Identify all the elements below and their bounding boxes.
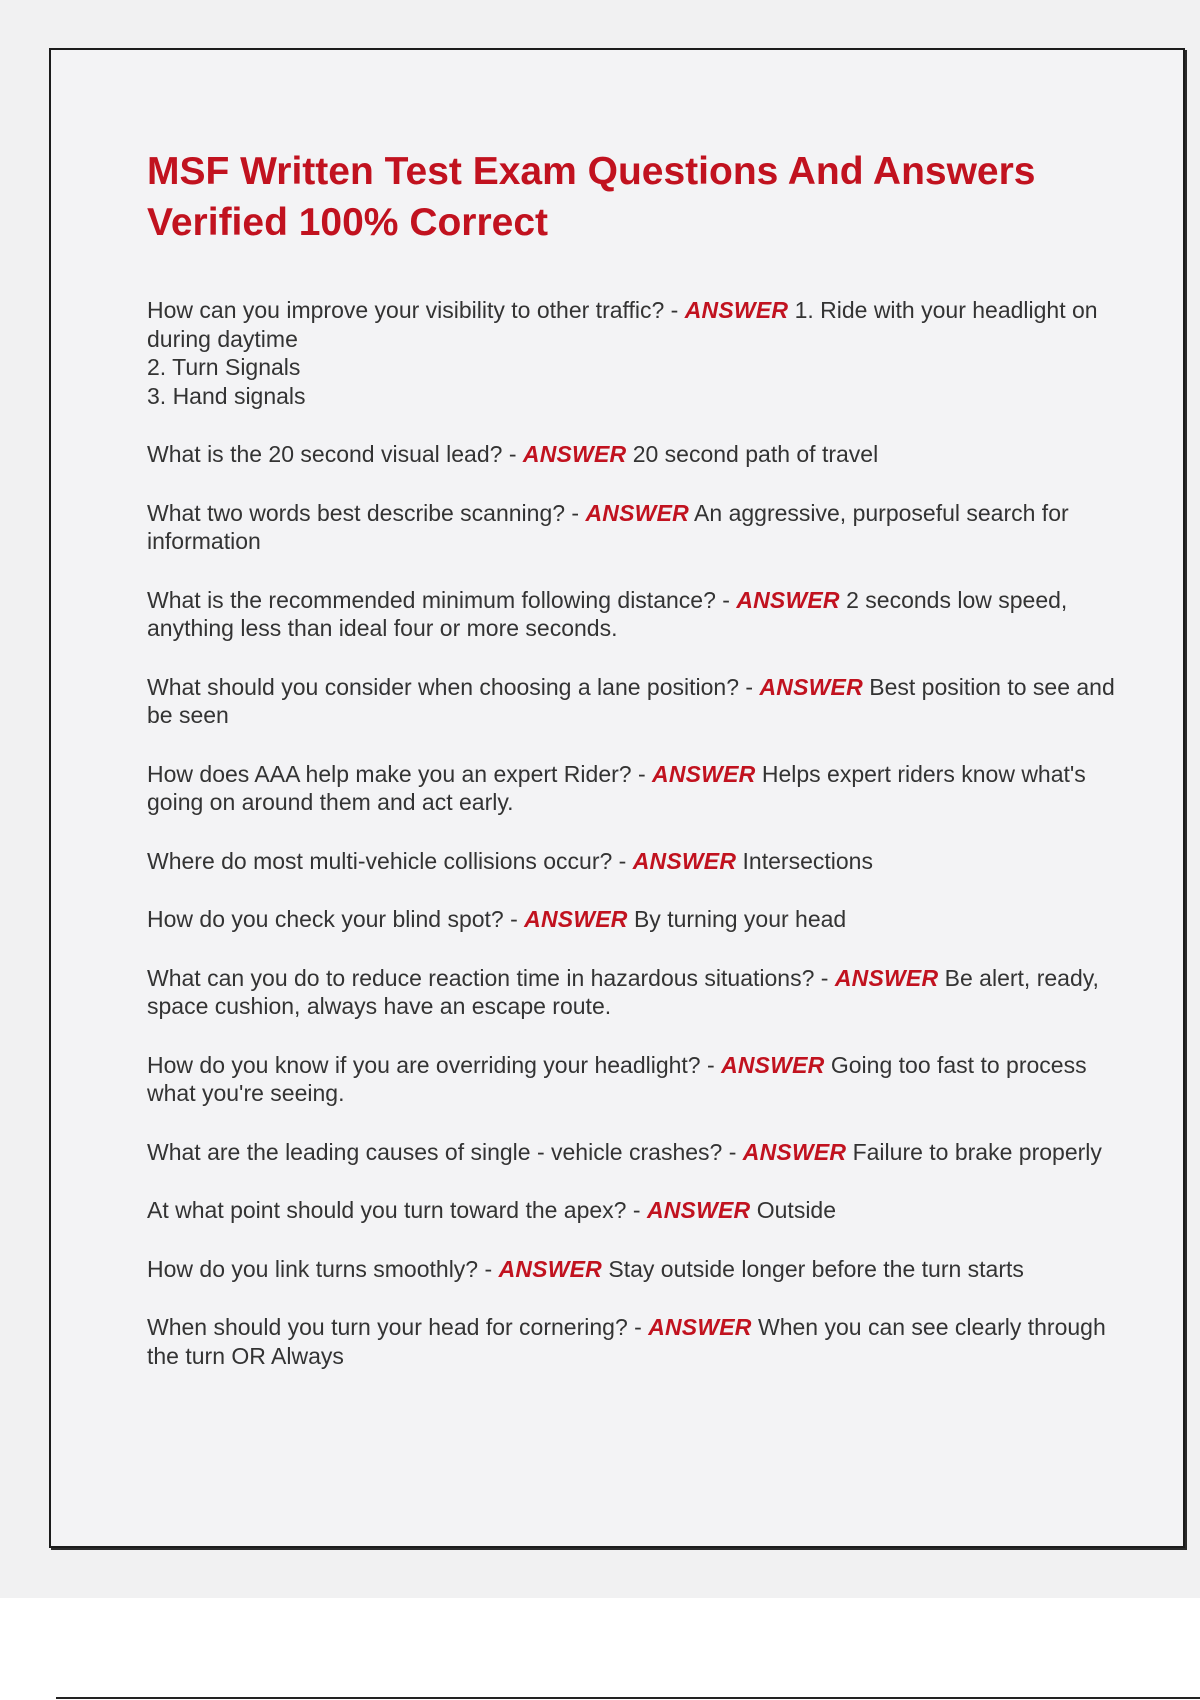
document-page — [49, 48, 1185, 1548]
separator: - — [739, 673, 760, 700]
question-text: How do you know if you are overriding your headlight? — [147, 1051, 701, 1078]
answer-label: ANSWER — [646, 1197, 751, 1223]
answer-label: ANSWER — [522, 441, 627, 467]
question-text: How can you improve your visibility to other traffic? — [147, 297, 665, 323]
answer-label: ANSWER — [736, 586, 840, 613]
qa-item — [147, 1138, 1137, 1167]
question-text: What two words best describe scanning? — [147, 499, 566, 526]
question-text: How do you link turns smoothly? — [147, 1255, 479, 1282]
question-text: Where do most multi-vehicle collisions occur? — [147, 847, 613, 874]
answer-label: ANSWER — [585, 499, 689, 526]
answer-text: Stay outside longer before the turn starts — [608, 1255, 1024, 1282]
qa-item — [147, 1255, 1137, 1284]
separator: - — [631, 760, 653, 787]
qa-item — [147, 296, 1137, 410]
separator: - — [664, 297, 685, 323]
qa-item — [147, 1313, 1137, 1370]
separator: - — [722, 1138, 743, 1165]
answer-text: Going too fast to process what you're seeing. — [147, 1051, 1087, 1106]
separator: - — [814, 964, 835, 991]
qa-item — [147, 586, 1137, 643]
separator: - — [502, 441, 523, 467]
answer-label: ANSWER — [498, 1255, 602, 1282]
answer-text: When you can see clearly through the turn OR Always — [147, 1314, 1106, 1369]
answer-label: ANSWER — [684, 297, 789, 323]
answer-label: ANSWER — [648, 1314, 752, 1340]
qa-item — [147, 1051, 1137, 1108]
next-page-edge — [0, 1598, 1200, 1700]
answer-text: 1. Ride with your headlight on during daytime 2. Turn Signals 3. Hand signals — [147, 297, 1098, 409]
question-text: What is the recommended minimum following distance? — [147, 586, 716, 613]
separator: - — [503, 906, 525, 932]
answer-text: Intersections — [742, 847, 873, 874]
question-text: What are the leading causes of single - vehicle crashes? — [147, 1138, 723, 1165]
separator: - — [700, 1051, 722, 1078]
answer-label: ANSWER — [759, 673, 863, 700]
qa-item — [147, 905, 1137, 934]
question-text: When should you turn your head for cornering? — [147, 1314, 628, 1340]
answer-label: ANSWER — [632, 847, 737, 874]
qa-item — [147, 499, 1137, 556]
separator: - — [626, 1197, 647, 1223]
qa-list — [147, 296, 1137, 1400]
answer-text: Helps expert riders know what's going on around them and act early. — [147, 760, 1086, 815]
separator: - — [565, 499, 586, 526]
question-text: What can you do to reduce reaction time in hazardous situations? — [147, 964, 815, 991]
answer-label: ANSWER — [652, 760, 756, 787]
qa-item — [147, 1196, 1137, 1225]
answer-text: By turning your head — [633, 906, 847, 932]
document-title: MSF Written Test Exam Questions And Answers Verified 100% Correct — [147, 150, 1036, 244]
separator: - — [612, 847, 633, 874]
qa-item — [147, 440, 1137, 469]
answer-text: 20 second path of travel — [632, 441, 879, 467]
question-text: How do you check your blind spot? — [147, 906, 504, 932]
question-text: At what point should you turn toward the apex? — [147, 1197, 627, 1223]
answer-label: ANSWER — [742, 1138, 847, 1165]
question-text: What is the 20 second visual lead? — [147, 441, 503, 467]
qa-item — [147, 760, 1137, 817]
separator: - — [478, 1255, 499, 1282]
qa-item — [147, 673, 1137, 730]
answer-text: Failure to brake properly — [852, 1138, 1102, 1165]
separator: - — [627, 1314, 649, 1340]
qa-item — [147, 964, 1137, 1021]
answer-label: ANSWER — [834, 964, 939, 991]
separator: - — [715, 586, 737, 613]
answer-label: ANSWER — [721, 1051, 825, 1078]
page-divider — [56, 1697, 1200, 1699]
question-text: How does AAA help make you an expert Rider? — [147, 760, 632, 787]
question-text: What should you consider when choosing a lane position? — [147, 673, 739, 700]
answer-text: Outside — [756, 1197, 837, 1223]
answer-label: ANSWER — [524, 906, 628, 932]
answer-text: An aggressive, purposeful search for information — [147, 499, 1069, 554]
answer-text: 2 seconds low speed, anything less than ideal four or more seconds. — [147, 586, 1068, 641]
qa-item — [147, 847, 1137, 876]
answer-text: Be alert, ready, space cushion, always have an escape route. — [147, 964, 1099, 1019]
answer-text: Best position to see and be seen — [147, 673, 1115, 728]
